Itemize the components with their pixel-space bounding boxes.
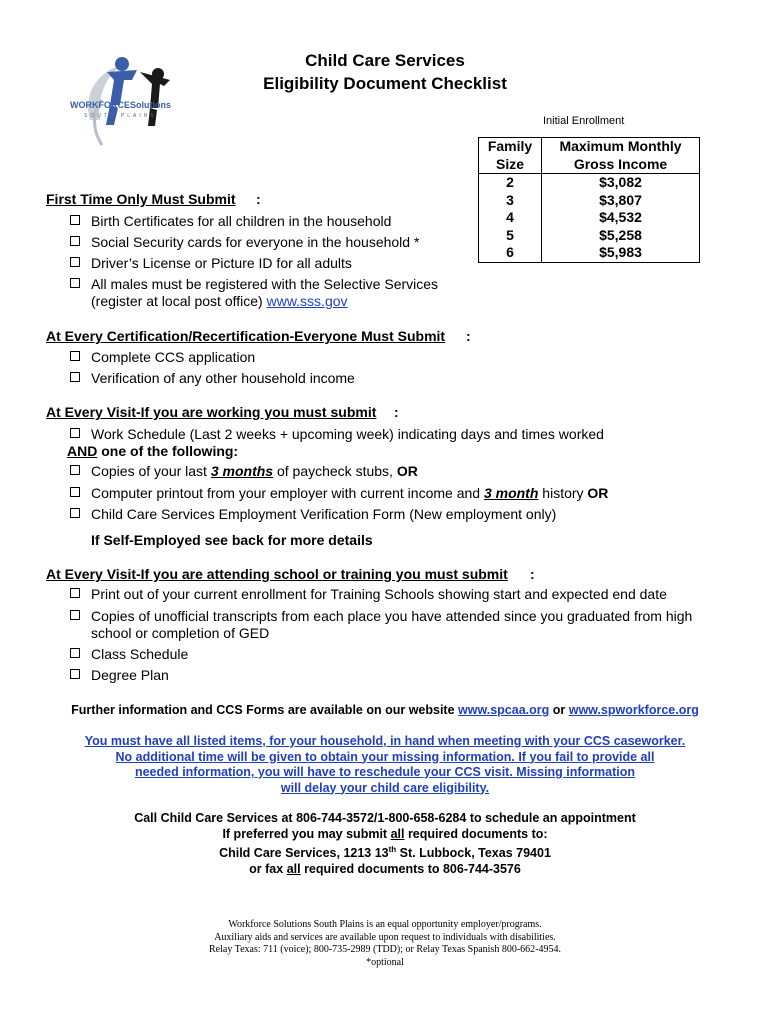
list-item: Child Care Services Employment Verification Form (New employment only) — [70, 506, 710, 523]
family-size-cell: 2 3 4 5 6 — [479, 174, 542, 263]
checkbox-icon[interactable] — [70, 465, 80, 475]
checkbox-icon[interactable] — [70, 215, 80, 225]
list-item: Complete CCS application — [70, 349, 710, 366]
colon: : — [466, 328, 471, 344]
income-header: Maximum Monthly Gross Income — [542, 138, 700, 174]
colon: : — [256, 191, 261, 207]
checkbox-icon[interactable] — [70, 257, 80, 267]
checkbox-icon[interactable] — [70, 610, 80, 620]
title-line-2: Eligibility Document Checklist — [263, 74, 507, 93]
checkbox-icon[interactable] — [70, 487, 80, 497]
list-item: Social Security cards for everyone in the household * — [70, 234, 710, 251]
spcaa-link[interactable]: www.spcaa.org — [458, 703, 550, 717]
checkbox-icon[interactable] — [70, 372, 80, 382]
list-item: Print out of your current enrollment for Training Schools showing start and expected end date — [70, 586, 710, 603]
list-item: Degree Plan — [70, 667, 710, 684]
checkbox-icon[interactable] — [70, 278, 80, 288]
checkbox-icon[interactable] — [70, 588, 80, 598]
income-cell: $3,082 $3,807 $4,532 $5,258 $5,983 — [542, 174, 700, 263]
checkbox-icon[interactable] — [70, 236, 80, 246]
title-line-1: Child Care Services — [305, 51, 465, 70]
checkbox-icon[interactable] — [70, 508, 80, 518]
list-item: Work Schedule (Last 2 weeks + upcoming week) indicating days and times worked — [70, 426, 710, 443]
missing-information-warning: You must have all listed items, for your household, in hand when meeting with your CCS caseworker. No additional time will be given to obtain your missing information. If you fail to provide all needed information, you will have to reschedule your CCS visit. Missing information will delay your child care eligibility. — [84, 734, 686, 795]
contact-information: Call Child Care Services at 806-744-3572/1-800-658-6284 to schedule an appointment If preferred you may submit all required documents to: Child Care Services, 1213 13th St. Lubbock, Texas 79401 or fax all required documents to 806-744-3576 — [134, 811, 636, 876]
table-header-row — [479, 138, 700, 174]
svg-text:SOUTH PLAINS: SOUTH PLAINS — [84, 113, 157, 119]
spworkforce-link[interactable]: www.spworkforce.org — [568, 703, 699, 717]
working-heading: At Every Visit-If you are working you must submit — [46, 404, 377, 420]
checkbox-icon[interactable] — [70, 428, 80, 438]
family-size-header: Family Size — [479, 138, 542, 174]
checkbox-icon[interactable] — [70, 669, 80, 679]
list-item: Class Schedule — [70, 646, 710, 663]
checkbox-icon[interactable] — [70, 351, 80, 361]
list-item: Verification of any other household income — [70, 370, 710, 387]
self-employed-note: If Self-Employed see back for more details — [91, 532, 373, 548]
list-item: Driver’s License or Picture ID for all adults — [70, 255, 710, 272]
initial-enrollment-caption: Initial Enrollment — [543, 115, 625, 127]
school-heading: At Every Visit-If you are attending school or training you must submit — [46, 566, 508, 582]
certification-heading: At Every Certification/Recertification-Everyone Must Submit — [46, 328, 446, 344]
list-item: Birth Certificates for all children in the household — [70, 213, 710, 230]
list-item: All males must be registered with the Selective Services (register at local post office) www.sss.gov — [70, 276, 710, 310]
checkbox-icon[interactable] — [70, 648, 80, 658]
first-time-heading: First Time Only Must Submit — [46, 191, 236, 207]
further-information: Further information and CCS Forms are available on our website www.spcaa.org or www.spworkforce.org — [71, 703, 699, 717]
colon: : — [530, 566, 535, 582]
sss-gov-link[interactable]: www.sss.gov — [266, 293, 348, 309]
list-item: Copies of your last 3 months of paycheck stubs, OR — [70, 463, 710, 480]
page-title — [200, 49, 570, 95]
workforce-solutions-logo — [62, 50, 192, 168]
footer: Workforce Solutions South Plains is an equal opportunity employer/programs. Auxiliary aids and services are available upon request to individuals with disabilities. Relay Texas: 711 (voice); 800-735-2989 (TDD); or Relay Texas Spanish 800-662-4954. *optional — [209, 919, 561, 968]
svg-text:WORKFORCESolutions: WORKFORCESolutions — [70, 100, 171, 110]
and-one-of-following: AND one of the following: — [67, 443, 239, 459]
list-item: Computer printout from your employer with current income and 3 month history OR — [70, 485, 710, 502]
colon: : — [394, 404, 399, 420]
list-item: Copies of unofficial transcripts from each place you have attended since you graduated from high school or completion of GED — [70, 608, 710, 642]
